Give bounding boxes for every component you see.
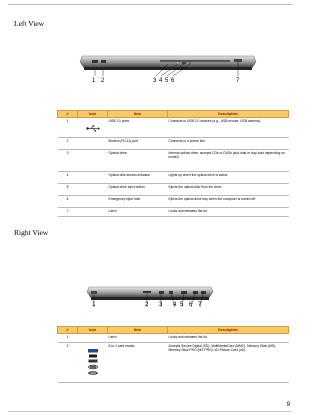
column-header: Icon [78,111,108,118]
left-callout: 5 [165,78,169,84]
table-header-row [58,111,289,118]
table-row [58,184,289,196]
row-item: Modem (RJ-11) port [108,138,168,150]
row-number: 6 [58,196,78,208]
row-item: Latch [108,208,168,217]
row-number: 5 [58,184,78,196]
row-number: 7 [58,208,78,217]
row-description: Accepts Secure Digital (SD), MultiMediaCard (MMC), Memory Stick (MS), Memory Stick PRO (MS PRO), xD-Picture Card (xD). [168,343,289,383]
row-description: Connects to a phone line. [168,138,289,150]
column-header: # [58,327,78,334]
row-number: 1 [58,118,78,138]
row-item: Optical drive eject button [108,184,168,196]
row-icon [78,184,108,196]
row-icon [78,172,108,184]
row-description: Internal optical drive; accepts CDs or DVDs (slot-load or tray-load depending on model). [168,150,289,172]
row-description: Ejects the optical drive tray when the computer is turned off. [168,196,289,208]
left-callout: 7 [236,78,240,84]
row-item: USB 2.0 ports [108,118,168,138]
left-callout: 1 [92,78,96,84]
column-header: # [58,111,78,118]
card-logos-icon [78,343,108,383]
usb-icon [78,118,108,138]
row-item: Emergency eject hole [108,196,168,208]
right-view-heading: Right View [14,228,49,237]
row-item: Optical drive [108,150,168,172]
row-item: Latch [108,334,168,343]
row-number: 2 [58,138,78,150]
row-item: Optical disk access indicator [108,172,168,184]
left-callout: 3 [153,78,157,84]
table-header-row [58,327,289,334]
row-icon [78,208,108,217]
left-callout: 6 [171,78,175,84]
table-row [58,118,289,138]
column-header: Item [108,327,168,334]
top-rule [8,4,292,5]
row-icon [78,334,108,343]
row-number: 1 [58,334,78,343]
left-callout: 4 [159,78,163,84]
row-number: 2 [58,343,78,383]
page-number: 9 [286,402,290,408]
right-callout: 6 [189,302,193,308]
left-view-table [57,110,289,217]
table-row [58,172,289,184]
column-header: Icon [78,327,108,334]
column-header: Description [168,111,289,118]
right-view-table [57,326,289,383]
row-description: Connects to USB 2.0 devices (e.g., USB mouse, USB camera). [168,118,289,138]
table-row [58,343,289,383]
column-header: Description [168,327,289,334]
right-callout: 1 [92,302,96,308]
table-row [58,138,289,150]
table-row [58,208,289,217]
row-description: Lights up when the optical drive is active. [168,172,289,184]
footer-rule [8,411,292,412]
right-callout: 3 [159,302,163,308]
right-callout: 7 [198,302,202,308]
table-row [58,150,289,172]
right-callout: 4 [173,302,177,308]
table-row [58,334,289,343]
row-description: Locks and releases the lid. [168,208,289,217]
row-icon [78,138,108,150]
row-item: 5-in-1 card reader [108,343,168,383]
table-row [58,196,289,208]
right-callout: 2 [145,302,149,308]
left-view-heading: Left View [14,19,45,28]
row-description: Locks and releases the lid. [168,334,289,343]
row-description: Ejects the optical disk from the drive. [168,184,289,196]
row-icon [78,196,108,208]
column-header: Item [108,111,168,118]
left-view-laptop-image [78,50,258,76]
right-callout: 5 [180,302,184,308]
right-view-laptop-image [85,282,215,307]
row-icon [78,150,108,172]
row-number: 3 [58,150,78,172]
row-number: 4 [58,172,78,184]
left-callout: 2 [101,78,105,84]
